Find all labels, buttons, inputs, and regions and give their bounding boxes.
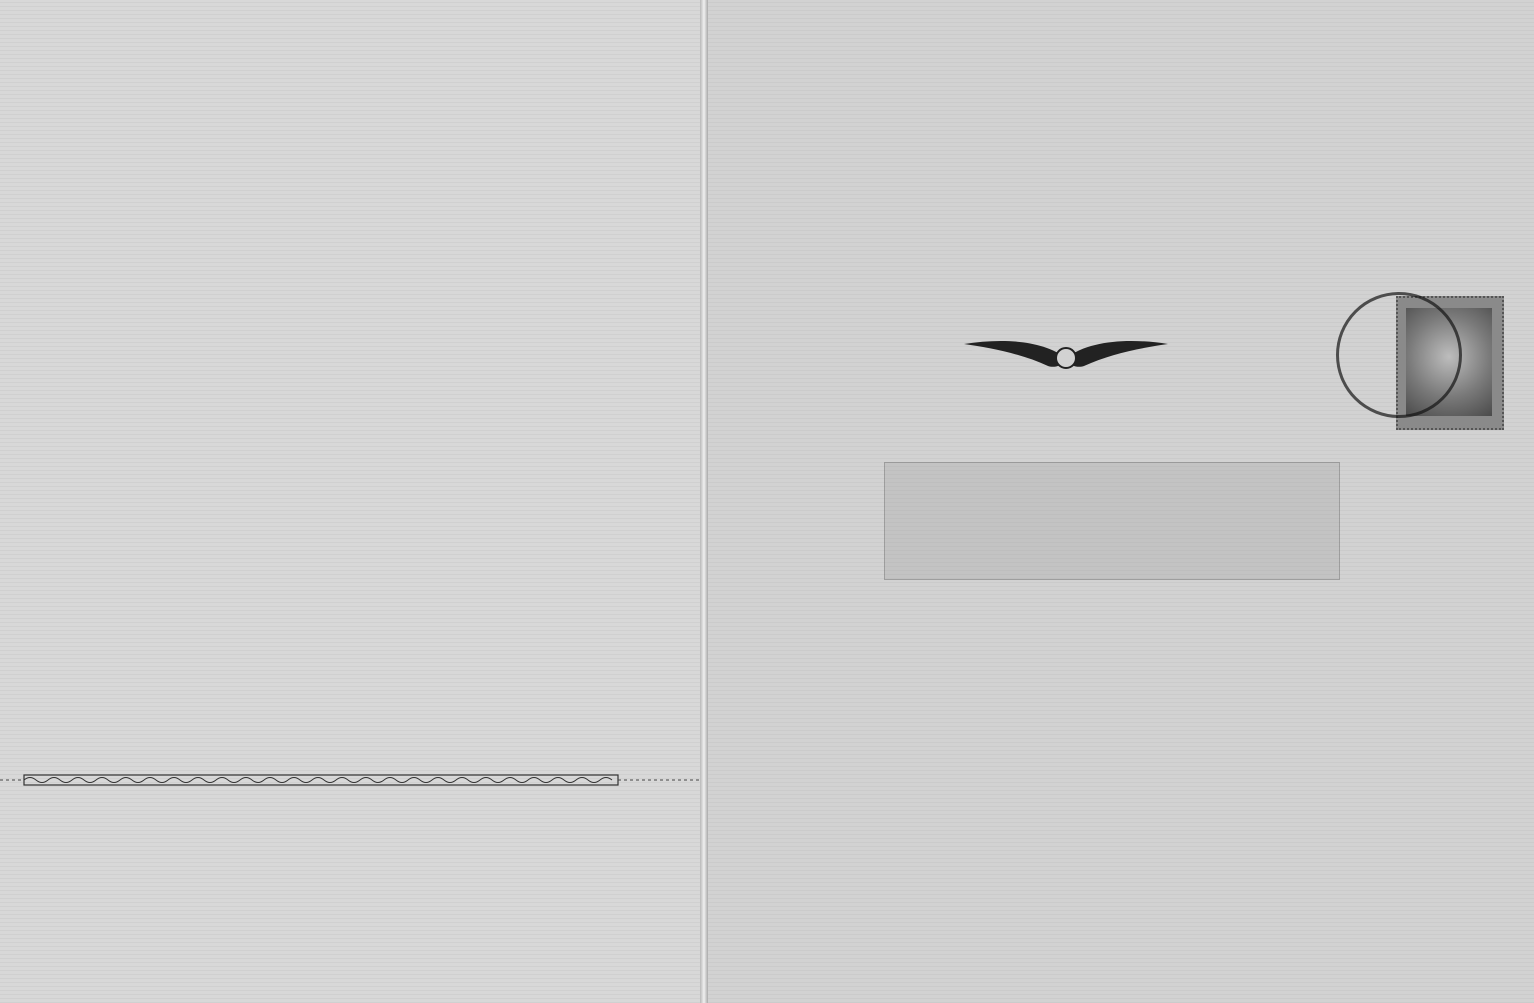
winged-emblem-icon (962, 336, 1170, 378)
address-stamp (884, 462, 1340, 580)
postmark-icon (1336, 292, 1462, 418)
ornament-divider (0, 772, 700, 788)
left-page (0, 0, 700, 1003)
page-fold (700, 0, 708, 1003)
